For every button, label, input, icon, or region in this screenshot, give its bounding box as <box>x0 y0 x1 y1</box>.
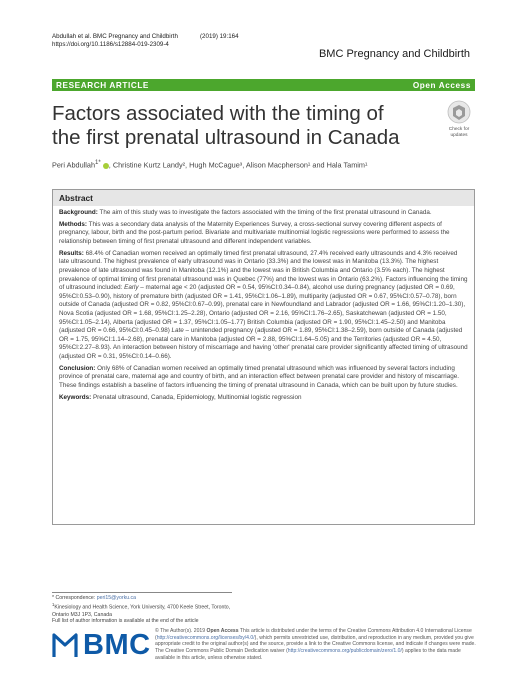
abstract-conclusion: Conclusion: Only 68% of Canadian women received an optimally timed prenatal ultrasound which was influenced by several factors including province of prenatal care, maternal age and country of birth, and an interaction effect between prenatal care provider and history of miscarriage. These findings establish a baseline of factors influencing the timing of prenatal ultrasound in Canada, which can be built upon by future studies. <box>59 364 459 389</box>
email-link[interactable]: peri15@yorku.ca <box>96 595 136 601</box>
author-rest: , Christine Kurtz Landy², Hugh McCague³, Alison Macpherson¹ and Hala Tamim¹ <box>108 160 368 170</box>
affiliation: $^1$Kinesiology and Health Science, York University, 4700 Keele Street, Toronto, <box>52 601 231 611</box>
author-name[interactable]: Peri Abdullah <box>52 160 96 170</box>
footnote <box>52 592 292 625</box>
abstract-background: Background: The aim of this study was to investigate the factors associated with the timing of the first prenatal ultrasound in Canada. <box>59 209 432 216</box>
waiver-link[interactable]: http://creativecommons.org/publicdomain/zero/1.0/ <box>287 648 402 655</box>
bmc-logo-icon <box>52 633 78 659</box>
abstract-methods: Methods: This was a secondary data analysis of the Maternity Experiences Survey, a cross-sectional survey covering different aspects of pregnancy, labour, birth and the post-partum period. Bivariate and multivariate multinomial logistic regressions were performed to assess the relationship between timing of first prenatal ultrasound and different independent variables. <box>59 220 450 245</box>
abstract-box <box>52 189 475 525</box>
author-info-note: Full list of author information is available at the end of the article <box>52 618 199 625</box>
abstract-keywords: Keywords: Prenatal ultrasound, Canada, Epidemiology, Multinomial logistic regression <box>59 393 302 401</box>
author-list <box>52 159 367 169</box>
conclusion-label: Conclusion: <box>59 364 96 372</box>
author-sup: 1* <box>95 159 101 166</box>
license-text: © The Author(s). 2019 Open Access This article is distributed under the terms of the Creative Commons Attribution 4.0 International License (http://creativecommons.org/licenses/by/4.0/), which permits unrestricted use, distribution, and reproduction in any medium, provided you give appropriate credit to the original author(s) and the source, provide a link to the Creative Commons license, and indicate if changes were made. The Creative Commons Public Domain Dedication waiver (http://creativecommons.org/publicdomain/zero/1.0/) applies to the data made available in this article, unless otherwise stated. <box>155 628 476 661</box>
abstract-heading: Abstract <box>53 190 474 206</box>
article-type-banner <box>52 79 475 91</box>
article-type: RESEARCH ARTICLE <box>56 80 149 90</box>
running-header <box>52 33 178 49</box>
badge-line1: Check for <box>448 127 470 132</box>
doi-link[interactable]: https://doi.org/10.1186/s12884-019-2309-4 <box>52 41 169 48</box>
results-label: Results: <box>59 249 84 257</box>
check-for-updates-icon[interactable] <box>444 100 474 140</box>
article-title: Factors associated with the timing of the first prenatal ultrasound in Canada <box>52 102 400 149</box>
license-link[interactable]: http://creativecommons.org/licenses/by/4.0/ <box>156 634 255 641</box>
bmc-logo-text: BMC <box>83 629 151 661</box>
abstract-body <box>53 206 474 402</box>
open-access-bold: Open Access <box>206 628 239 634</box>
affiliation-cont: Ontario M3J 1P3, Canada <box>52 611 112 618</box>
methods-label: Methods: <box>59 220 87 228</box>
year-volume: (2019) 19:164 <box>200 33 239 40</box>
correspondence: * Correspondence: peri15@yorku.ca <box>52 595 136 601</box>
badge-line2: updates <box>450 133 468 138</box>
abstract-results: Results: 68.4% of Canadian women received an optimally timed first prenatal ultrasound, 27.4% received early ultrasounds and 4.3% received late ultrasound. The highest prevalence of early ultrasound was in Ontario (33.3%) and the lowest was in Manitoba (13.3%). The highest prevalence of late ultrasound was found in Manitoba (12.1%) and the lowest was in British Columbia and Ontario (3.5% each). The highest prevalence of optimal timing of first prenatal ultrasound was in Quebec (77%) and the lowest was in Ontario (63.2%). Factors influencing the timing of ultrasound included: Early – maternal age < 20 (adjusted OR = 0.54, 95%CI:0.34–0.84), alcohol use during pregnancy (adjusted OR = 0.69, 95%CI:0.53–0.90), history of premature birth (adjusted OR = 1.41, 95%CI:1.06–1.89), multiparity (adjusted OR = 0.67, 95%CI:0.57–0.78), born outside of Canada (adjusted OR = 0.82, 95%CI:0.67–0.99), prenatal care in Newfoundland and Labrador (adjusted OR = 1.66, 95%CI:1.20–1.30), Nova Scotia (adjusted OR = 1.68, 95%CI:1.25–2.28), Ontario (adjusted OR = 2.16, 95%CI:1.76–2.65), Saskatchewan (adjusted OR = 1.50, 95%CI:1.05–2.14), Alberta (adjusted OR = 1.37, 95%CI:1.05–1.77) British Columbia (adjusted OR = 1.90, 95%CI:1.45–2.50) and Manitoba (adjusted OR = 0.66, 95%CI:0.45–0.98) Late – unintended pregnancy (adjusted OR = 1.89, 95%CI:1.38–2.59), born outside of Canada (adjusted OR = 1.75, 95%CI:1.14–2.68), prenatal care in Manitoba (adjusted OR = 2.88, 95%CI:1.64–5.05) and the Territories (adjusted OR = 4.50, 95%CI:2.27–8.93). An interaction between history of miscarriage and having 'other' prenatal care provider significantly affected timing of ultrasound (adjusted OR = 0.31, 95%CI:0.14–0.66). <box>59 249 468 360</box>
citation-line: Abdullah et al. BMC Pregnancy and Childbirth <box>52 33 178 40</box>
open-access-label: Open Access <box>412 80 471 90</box>
keywords-label: Keywords: <box>59 393 92 401</box>
footnote-divider <box>52 592 232 593</box>
journal-name: BMC Pregnancy and Childbirth <box>318 48 470 60</box>
bmc-logo <box>52 629 151 662</box>
background-label: Background: <box>59 209 98 216</box>
